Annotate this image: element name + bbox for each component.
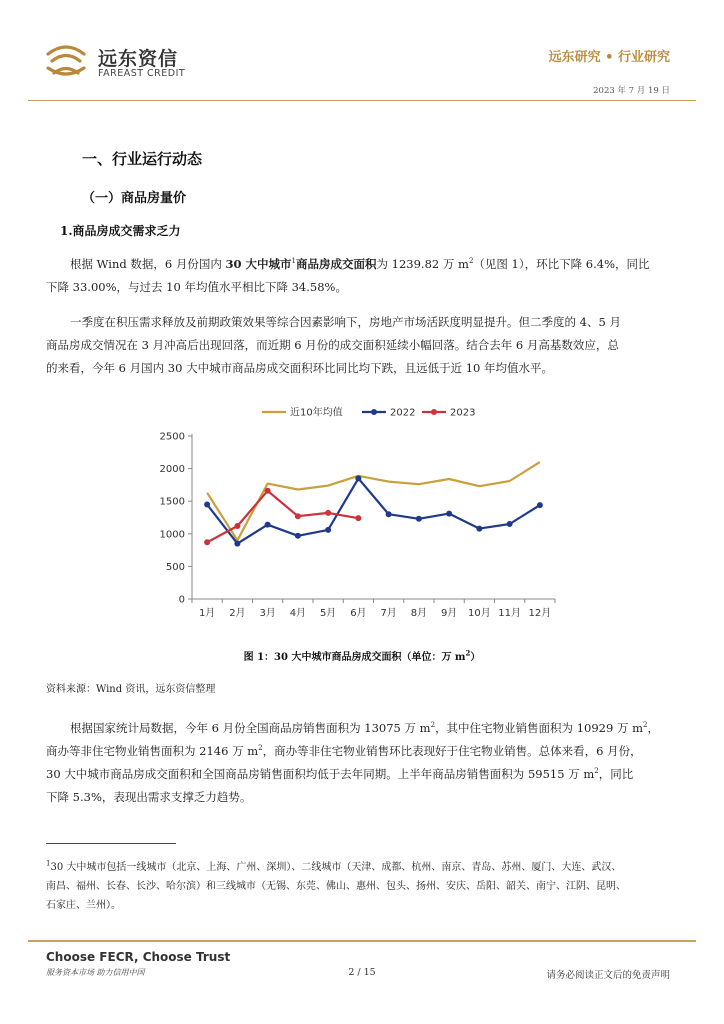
x-tick-label: 8月 [410, 608, 428, 619]
data-point-2022 [476, 526, 482, 532]
paragraph-2 [46, 311, 678, 380]
y-tick-label: 500 [165, 561, 185, 573]
y-tick-label: 1500 [159, 496, 185, 508]
data-point-2022 [446, 511, 452, 517]
x-tick-label: 9月 [440, 608, 458, 619]
x-tick-label: 3月 [259, 608, 276, 619]
series-line-近10年均值 [207, 462, 540, 540]
topic-heading: 1.商品房成交需求乏力 [60, 224, 181, 238]
paragraph-line: 下降 33.00%，与过去 10 年均值水平相比下降 34.58%。 [46, 280, 347, 294]
x-tick-label: 10月 [468, 608, 491, 619]
fareast-credit-logo [42, 40, 222, 80]
paragraph-line: 商办等非住宅物业销售面积为 2146 万 $m^2$，商办等非住宅物业销售环比表现好于住宅物业销售。总体来看，6 月份， [46, 744, 642, 758]
x-tick-label: 1月 [198, 608, 216, 619]
y-tick-label: 0 [178, 594, 185, 606]
legend-label: 2022 [390, 407, 416, 419]
logo-english-name: FAREAST CREDIT [98, 68, 186, 79]
figure-caption: 图 1：30 大中城市商品房成交面积（单位：万 $m^2$） [243, 648, 481, 663]
paragraph-line: 一季度在积压需求释放及前期政策效果等综合因素影响下，房地产市场活跃度明显提升。但二季度的 4、5 月 [70, 315, 621, 329]
data-point-2022 [295, 533, 301, 539]
footer-divider [28, 940, 696, 942]
x-tick-label: 5月 [319, 608, 337, 619]
y-tick-label: 2000 [159, 464, 185, 476]
y-tick-label: 1000 [159, 529, 185, 541]
paragraph-line: 的来看，今年 6 月国内 30 大中城市商品房成交面积环比同比均下跌，且远低于近 10 年均值水平。 [46, 361, 554, 375]
disclaimer-note: 请务必阅读正文后的免责声明 [546, 970, 670, 981]
legend-marker [431, 409, 437, 415]
paragraph-line: 根据国家统计局数据，今年 6 月份全国商品房销售面积为 13075 万 $m^2$，其中住宅物业销售面积为 10929 万 $m^2$， [70, 721, 659, 735]
sales-area-line-chart [150, 400, 570, 630]
paragraph-3 [46, 717, 678, 809]
paragraph-line: 根据 Wind 数据，6 月份国内 30 大中城市$^1$商品房成交面积为 1239.82 万 $m^2$（见图 1），环比下降 6.4%，同比 [70, 257, 650, 271]
x-tick-label: 12月 [528, 608, 552, 619]
x-tick-label: 11月 [498, 608, 521, 619]
footnote [46, 858, 678, 915]
data-point-2022 [325, 527, 331, 533]
logo-chinese-name: 远东资信 [98, 48, 179, 70]
data-point-2022 [507, 521, 513, 527]
data-point-2022 [204, 501, 210, 507]
data-point-2023 [234, 523, 240, 529]
paragraph-line: 商品房成交情况在 3 月冲高后出现回落，而近期 6 月份的成交面积延续小幅回落。结合去年 6 月高基数效应，总 [46, 338, 619, 352]
footer-slogan: Choose FECR, Choose Trust [46, 950, 231, 964]
header-divider [28, 100, 696, 101]
header-section-label: 远东研究 • 行业研究 [548, 50, 670, 65]
footnote-number: 1 [46, 859, 51, 868]
data-point-2023 [265, 488, 271, 494]
data-point-2023 [295, 513, 301, 519]
data-point-2022 [537, 502, 543, 508]
series-line-2022 [207, 478, 540, 543]
x-tick-label: 4月 [289, 608, 307, 619]
footnote-ref[interactable]: 1 [291, 257, 296, 266]
data-point-2023 [355, 515, 361, 521]
footer-tagline: 服务资本市场 助力信用中国 [46, 968, 145, 977]
data-point-2022 [265, 522, 271, 528]
x-tick-label: 6月 [350, 608, 367, 619]
paragraph-line: 30 大中城市商品房成交面积和全国商品房销售面积均低于去年同期。上半年商品房销售面积为 59515 万 $m^2$，同比 [46, 767, 634, 781]
data-source: 资料来源：Wind 资讯，远东资信整理 [46, 684, 216, 695]
data-point-2022 [234, 541, 240, 547]
section-heading: 一、行业运行动态 [82, 150, 203, 168]
paragraph-line: 下降 5.3%，表现出需求支撑乏力趋势。 [46, 790, 252, 804]
data-point-2022 [355, 475, 361, 481]
data-point-2023 [325, 510, 331, 516]
x-tick-label: 2月 [229, 608, 246, 619]
data-point-2022 [386, 511, 392, 517]
report-date: 2023 年 7 月 19 日 [593, 86, 670, 96]
paragraph-1 [46, 253, 678, 299]
footnote-line: 石家庄、兰州）。 [46, 900, 121, 911]
legend-label: 近10年均值 [290, 407, 343, 419]
legend-label: 2023 [450, 407, 476, 419]
data-point-2022 [416, 516, 422, 522]
footnote-line: $^1$30 大中城市包括一线城市（北京、上海、广州、深圳）、二线城市（天津、成都、杭州、南京、青岛、苏州、厦门、大连、武汉、 [46, 859, 622, 873]
legend-marker [371, 409, 377, 415]
y-tick-label: 2500 [159, 431, 185, 443]
x-tick-label: 7月 [380, 608, 397, 619]
footnote-divider [46, 843, 176, 844]
subsection-heading: （一）商品房量价 [82, 191, 187, 206]
footnote-line: 南昌、福州、长春、长沙、哈尔滨）和三线城市（无锡、东莞、佛山、惠州、包头、扬州、安庆、岳阳、韶关、南宁、江阴、昆明、 [46, 881, 626, 892]
logo-mark-icon [42, 40, 90, 80]
page-number: 2 / 15 [348, 967, 376, 978]
data-point-2023 [204, 539, 210, 545]
